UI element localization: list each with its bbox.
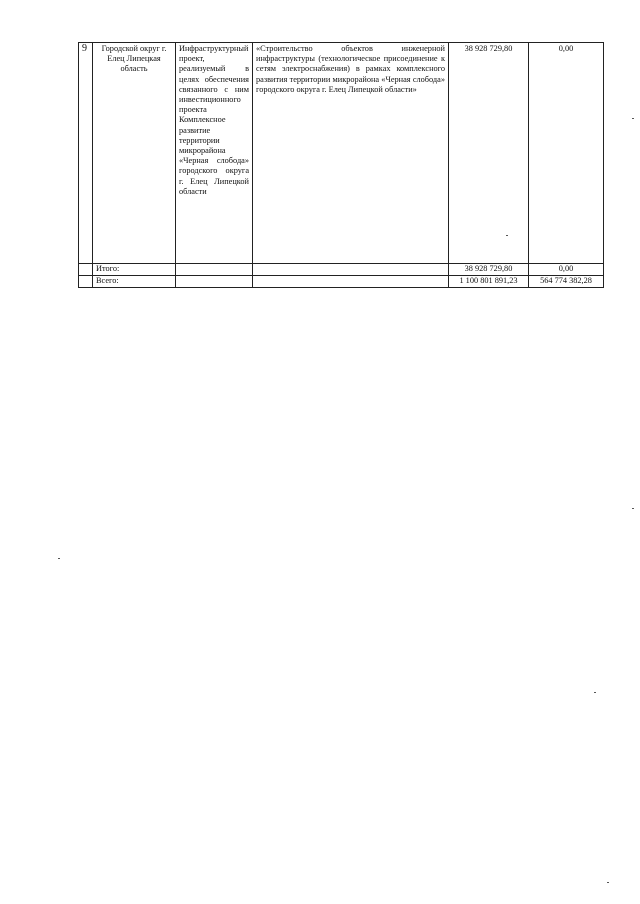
empty-cell: [176, 264, 253, 276]
scan-speck: [632, 118, 634, 119]
empty-cell: [253, 264, 449, 276]
scan-speck: [632, 508, 634, 509]
project-type-cell: Инфраструктурный проект, реализуемый в целях обеспечения связанного с ним инвестиционного проекта Комплексное развитие территории микрорайона «Черная слобода» городского округа г. Елец Липецкой области: [176, 43, 253, 264]
table-row: [79, 43, 604, 264]
project-description-cell: «Строительство объектов инженерной инфраструктуры (технологическое присоединение к сетям электроснабжения) в рамках комплексного развития территории микрорайона «Черная слобода» городского округа г. Елец Липецкой области»: [253, 43, 449, 264]
amount2-cell: 0,00: [529, 43, 604, 264]
scan-speck: [607, 882, 609, 883]
total-label: Всего:: [93, 276, 176, 288]
subtotal-amount2: 0,00: [529, 264, 604, 276]
row-number: 9: [79, 43, 93, 264]
empty-cell: [176, 276, 253, 288]
empty-cell: [79, 276, 93, 288]
subtotal-amount: 38 928 729,80: [449, 264, 529, 276]
amount-cell: 38 928 729,80: [449, 43, 529, 264]
scan-speck: [594, 692, 596, 693]
total-row: [79, 276, 604, 288]
scan-speck: [506, 235, 508, 236]
scan-speck: [58, 558, 60, 559]
total-amount2: 564 774 382,28: [529, 276, 604, 288]
region-text: Городской округ г. Елец Липецкая область: [101, 44, 167, 74]
total-amount: 1 100 801 891,23: [449, 276, 529, 288]
subtotal-label: Итого:: [93, 264, 176, 276]
budget-table: [78, 42, 604, 288]
empty-cell: [253, 276, 449, 288]
subtotal-row: [79, 264, 604, 276]
region-cell: [93, 43, 176, 264]
empty-cell: [79, 264, 93, 276]
